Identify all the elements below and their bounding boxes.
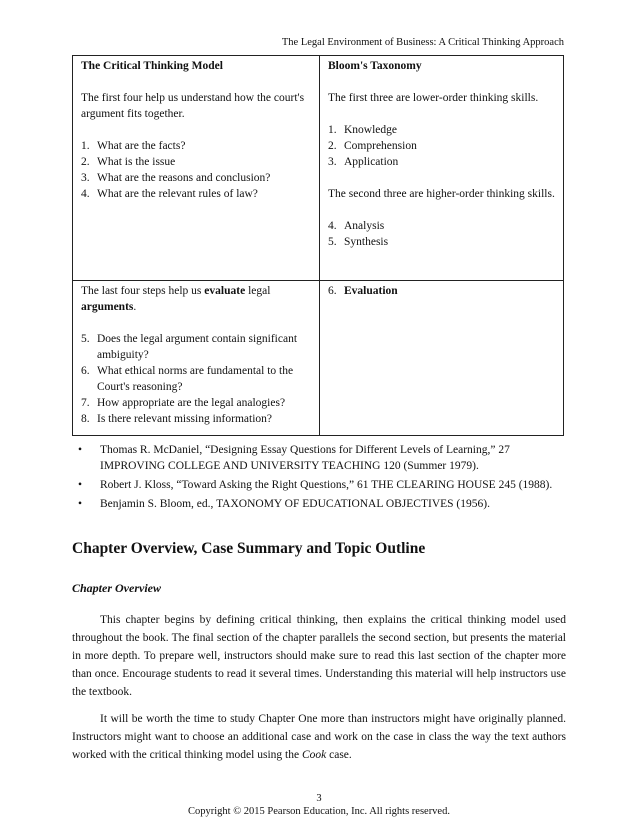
copyright-notice: Copyright © 2015 Pearson Education, Inc. All rights reserved. [188,806,450,817]
list-number: 2. [328,140,337,152]
list-text: What ethical norms are fundamental to the Court's reasoning? [97,365,294,393]
table-cell-bloom-top [320,56,564,281]
bloom-higher-intro: The second three are higher-order thinking skills. [328,188,555,200]
arguments-bold: arguments [81,301,134,313]
list-text: How appropriate are the legal analogies? [97,397,286,409]
list-text: Analysis [344,220,385,232]
evaluate-bold: evaluate [204,285,246,297]
evaluate-question-list [81,331,311,427]
paragraph-text: It will be worth the time to study Chapter One more than instructors might have originally planned. Instructors might want to choose an additional case and work on the case in class the way the text authors worked with the critical thinking model using the [72,713,566,761]
list-number: 1. [328,124,337,136]
model-intro-text: The first four help us understand how the court's argument fits together. [81,92,305,120]
list-text: Knowledge [344,124,398,136]
list-number: 4. [81,188,90,200]
table-row [73,56,564,281]
list-item [328,234,555,250]
evaluate-intro-text: The last four steps help us [81,285,205,297]
evaluation-label: Evaluation [344,285,398,297]
list-text: Comprehension [344,140,417,152]
table-cell-bloom-bottom [320,281,564,436]
list-text: Is there relevant missing information? [97,413,273,425]
list-number: 3. [328,156,337,168]
list-text: What are the facts? [97,140,186,152]
list-number: 3. [81,172,90,184]
list-number: 5. [81,333,90,345]
list-item [328,218,555,234]
evaluate-intro-end: . [133,301,137,313]
list-number: 5. [328,236,337,248]
list-text: Does the legal argument contain significant ambiguity? [97,333,298,361]
list-item [81,138,311,154]
list-number: 8. [81,413,90,425]
evaluate-intro [81,283,311,315]
bloom-lower-list [328,122,555,170]
table-cell-model-top [73,56,320,281]
reference-item [72,496,568,512]
list-item [81,395,311,411]
reference-item [72,442,568,474]
bloom-higher-list [328,218,555,250]
body-paragraph [72,710,566,764]
list-item [81,363,311,395]
reference-text: Benjamin S. Bloom, ed., TAXONOMY OF EDUCATIONAL OBJECTIVES (1956). [100,498,490,510]
list-item [81,186,311,202]
model-question-list [81,138,311,202]
bullet-icon: • [78,444,83,456]
list-number: 7. [81,397,90,409]
reference-text: Thomas R. McDaniel, “Designing Essay Questions for Different Levels of Learning,” 27 IMPROVING COLLEGE AND UNIVERSITY TEACHING 120 (Summer 1979). [100,444,510,472]
bloom-evaluation-list [328,283,555,299]
list-text: What are the reasons and conclusion? [97,172,271,184]
column-heading-model: The Critical Thinking Model [81,60,223,72]
bloom-lower-intro: The first three are lower-order thinking skills. [328,92,539,104]
table-row [73,281,564,436]
list-item [81,411,311,427]
chapter-heading: Chapter Overview, Case Summary and Topic Outline [72,540,426,557]
list-item [81,170,311,186]
running-header: The Legal Environment of Business: A Critical Thinking Approach [281,37,564,48]
reference-list [72,442,568,515]
list-text: What is the issue [97,156,176,168]
list-item [328,138,555,154]
page-number: 3 [316,793,322,804]
list-item [328,283,555,299]
body-paragraph: This chapter begins by defining critical thinking, then explains the critical thinking model used throughout the book. The final section of the chapter parallels the second section, but presents the material in more depth. To prepare well, instructors should make sure to read this last section of the chapter more than once. Encourage students to read it several times. Understanding this material will help instructors use the textbook. [72,614,566,698]
list-number: 4. [328,220,337,232]
list-item [81,154,311,170]
list-item [328,154,555,170]
bullet-icon: • [78,498,83,510]
list-number: 6. [81,365,90,377]
list-item [328,122,555,138]
critical-thinking-table [72,55,564,436]
list-text: What are the relevant rules of law? [97,188,258,200]
table-cell-model-bottom [73,281,320,436]
section-heading: Chapter Overview [72,581,161,595]
case-name: Cook [301,749,327,761]
paragraph-end: case. [326,749,352,761]
list-number: 6. [328,285,337,297]
reference-text: Robert J. Kloss, “Toward Asking the Right Questions,” 61 THE CLEARING HOUSE 245 (1988). [100,479,553,491]
column-heading-bloom: Bloom's Taxonomy [328,60,422,72]
reference-item [72,477,568,493]
spacer [328,170,555,186]
list-text: Application [344,156,399,168]
list-number: 1. [81,140,90,152]
list-text: Synthesis [344,236,389,248]
list-item [81,331,311,363]
evaluate-intro-mid: legal [245,285,271,297]
bullet-icon: • [78,479,83,491]
list-number: 2. [81,156,90,168]
